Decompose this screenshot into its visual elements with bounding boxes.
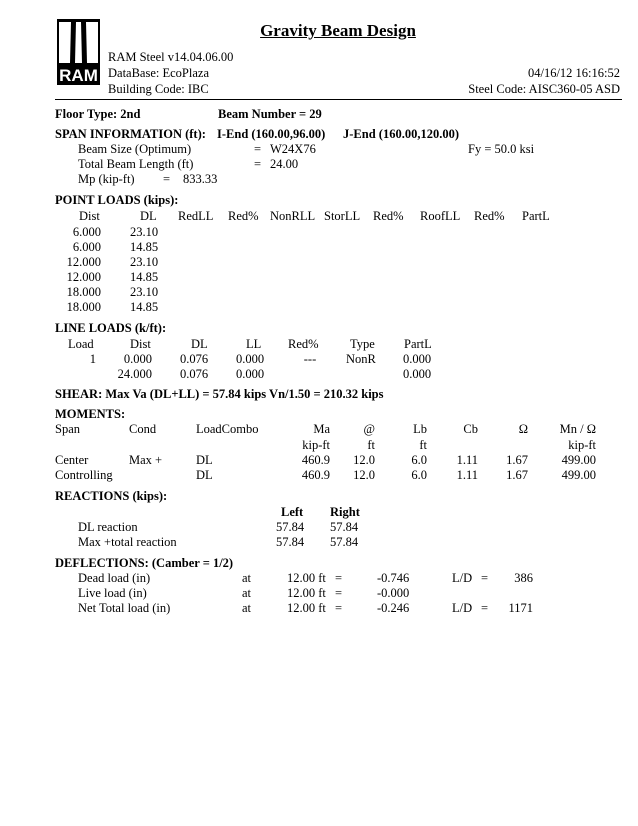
column-header: Dist (130, 337, 151, 351)
moment-span: Center (55, 453, 89, 467)
reaction-right: 57.84 (330, 535, 359, 549)
span-label: Beam Size (Optimum) (78, 142, 192, 156)
column-header: Right (330, 505, 360, 519)
floor-type: Floor Type: 2nd (55, 107, 141, 121)
deflection-eq: = (335, 571, 343, 585)
column-header: Cb (463, 422, 478, 436)
column-header: Mn / Ω (559, 422, 596, 436)
moment-at: 12.0 (353, 453, 375, 467)
moment-mn: 499.00 (561, 453, 596, 467)
column-header: Load (68, 337, 94, 351)
moment-mn: 499.00 (561, 468, 596, 482)
moment-at: 12.0 (353, 468, 375, 482)
fy-value: Fy = 50.0 ksi (468, 142, 535, 156)
column-header: NonRLL (270, 209, 316, 223)
point-load-dist: 6.000 (72, 225, 101, 239)
deflection-pos: 12.00 ft (287, 586, 326, 600)
deflection-ld-value: 386 (514, 571, 533, 585)
line-load-partl: 0.000 (403, 352, 432, 366)
svg-text:RAM: RAM (59, 66, 98, 85)
span-heading: SPAN INFORMATION (ft): (55, 127, 206, 141)
span-label: Total Beam Length (ft) (78, 157, 194, 171)
header-divider (55, 99, 622, 100)
point-load-dl: 14.85 (130, 270, 159, 284)
column-header: Red% (474, 209, 505, 223)
reaction-left: 57.84 (276, 535, 305, 549)
point-load-dist: 12.000 (66, 255, 101, 269)
column-unit: ft (419, 438, 427, 452)
line-load-dl: 0.076 (180, 352, 209, 366)
deflection-label: Dead load (in) (78, 571, 151, 585)
deflection-value: -0.746 (377, 571, 410, 585)
column-header: PartL (404, 337, 432, 351)
column-header: Ma (313, 422, 330, 436)
moment-omega: 1.67 (506, 468, 528, 482)
column-header: Type (350, 337, 375, 351)
column-header: @ (363, 422, 375, 436)
span-value: 24.00 (270, 157, 299, 171)
moment-combo: DL (196, 468, 213, 482)
deflection-pos: 12.00 ft (287, 601, 326, 615)
column-unit: kip-ft (568, 438, 596, 452)
point-load-dl: 14.85 (130, 300, 159, 314)
line-loads-heading: LINE LOADS (k/ft): (55, 321, 167, 335)
deflection-ld-eq: = (481, 571, 489, 585)
span-j-end: J-End (160.00,120.00) (343, 127, 459, 141)
column-header: DL (140, 209, 157, 223)
line-load-ll: 0.000 (236, 367, 265, 381)
deflection-at: at (242, 586, 252, 600)
column-header: LL (246, 337, 262, 351)
line-load-dl: 0.076 (180, 367, 209, 381)
deflection-ld-value: 1171 (508, 601, 533, 615)
column-header: Dist (79, 209, 100, 223)
deflection-eq: = (335, 586, 343, 600)
deflection-ld-eq: = (481, 601, 489, 615)
column-header: Left (281, 505, 304, 519)
column-header: LoadCombo (196, 422, 259, 436)
point-load-dist: 18.000 (66, 285, 101, 299)
moment-combo: DL (196, 453, 213, 467)
deflection-value: -0.246 (377, 601, 410, 615)
column-header: Red% (373, 209, 404, 223)
moment-lb: 6.0 (411, 468, 427, 482)
point-load-dist: 12.000 (66, 270, 101, 284)
point-load-dl: 23.10 (130, 285, 159, 299)
line-load-partl: 0.000 (403, 367, 432, 381)
moment-ma: 460.9 (301, 453, 330, 467)
steel-code: Steel Code: AISC360-05 ASD (468, 82, 620, 96)
reaction-label: DL reaction (78, 520, 138, 534)
column-header: PartL (522, 209, 550, 223)
reaction-right: 57.84 (330, 520, 359, 534)
moment-omega: 1.67 (506, 453, 528, 467)
span-value: 833.33 (183, 172, 218, 186)
deflection-eq: = (335, 601, 343, 615)
point-load-dist: 18.000 (66, 300, 101, 314)
moment-cond: Max + (129, 453, 163, 467)
deflection-pos: 12.00 ft (287, 571, 326, 585)
moment-lb: 6.0 (411, 453, 427, 467)
column-unit: kip-ft (302, 438, 330, 452)
column-header: RedLL (178, 209, 214, 223)
column-header: StorLL (324, 209, 361, 223)
shear-summary: SHEAR: Max Va (DL+LL) = 57.84 kips Vn/1.50 = 210.32 kips (55, 387, 384, 401)
moment-cb: 1.11 (456, 453, 478, 467)
deflection-value: -0.000 (377, 586, 410, 600)
deflection-at: at (242, 601, 252, 615)
reactions-heading: REACTIONS (kips): (55, 489, 168, 503)
line-load-dist: 0.000 (123, 352, 152, 366)
moment-cb: 1.11 (456, 468, 478, 482)
reaction-label: Max +total reaction (78, 535, 177, 549)
point-load-dl: 23.10 (130, 225, 159, 239)
line-load-number: 1 (89, 352, 96, 366)
span-eq: = (254, 157, 262, 171)
column-unit: ft (367, 438, 375, 452)
span-label: Mp (kip-ft) (78, 172, 135, 186)
column-header: Ω (518, 422, 528, 436)
line-load-type: NonR (346, 352, 376, 366)
program-version: RAM Steel v14.04.06.00 (108, 50, 234, 64)
line-load-dist: 24.000 (117, 367, 152, 381)
moments-heading: MOMENTS: (55, 407, 126, 421)
report-datetime: 04/16/12 16:16:52 (527, 66, 620, 80)
column-header: Red% (228, 209, 259, 223)
page-title: Gravity Beam Design (260, 21, 416, 40)
span-value: W24X76 (270, 142, 316, 156)
column-header: DL (191, 337, 208, 351)
column-header: Red% (288, 337, 319, 351)
deflection-ld: L/D (452, 571, 473, 585)
building-code: Building Code: IBC (108, 82, 209, 96)
reaction-left: 57.84 (276, 520, 305, 534)
deflection-label: Live load (in) (78, 586, 147, 600)
line-load-ll: 0.000 (236, 352, 265, 366)
point-load-dl: 14.85 (130, 240, 159, 254)
column-header: RoofLL (420, 209, 461, 223)
column-header: Cond (129, 422, 157, 436)
column-header: Lb (413, 422, 427, 436)
span-eq: = (163, 172, 171, 186)
deflection-label: Net Total load (in) (78, 601, 171, 615)
moment-span: Controlling (55, 468, 113, 482)
span-eq: = (254, 142, 262, 156)
deflection-at: at (242, 571, 252, 585)
beam-number: Beam Number = 29 (218, 107, 322, 121)
column-header: Span (55, 422, 80, 436)
point-load-dl: 23.10 (130, 255, 159, 269)
deflection-ld: L/D (452, 601, 473, 615)
span-i-end: I-End (160.00,96.00) (217, 127, 326, 141)
moment-ma: 460.9 (301, 468, 330, 482)
point-loads-heading: POINT LOADS (kips): (55, 193, 179, 207)
line-load-red: --- (303, 352, 317, 366)
point-load-dist: 6.000 (72, 240, 101, 254)
database-name: DataBase: EcoPlaza (108, 66, 209, 80)
deflections-heading: DEFLECTIONS: (Camber = 1/2) (55, 556, 234, 570)
